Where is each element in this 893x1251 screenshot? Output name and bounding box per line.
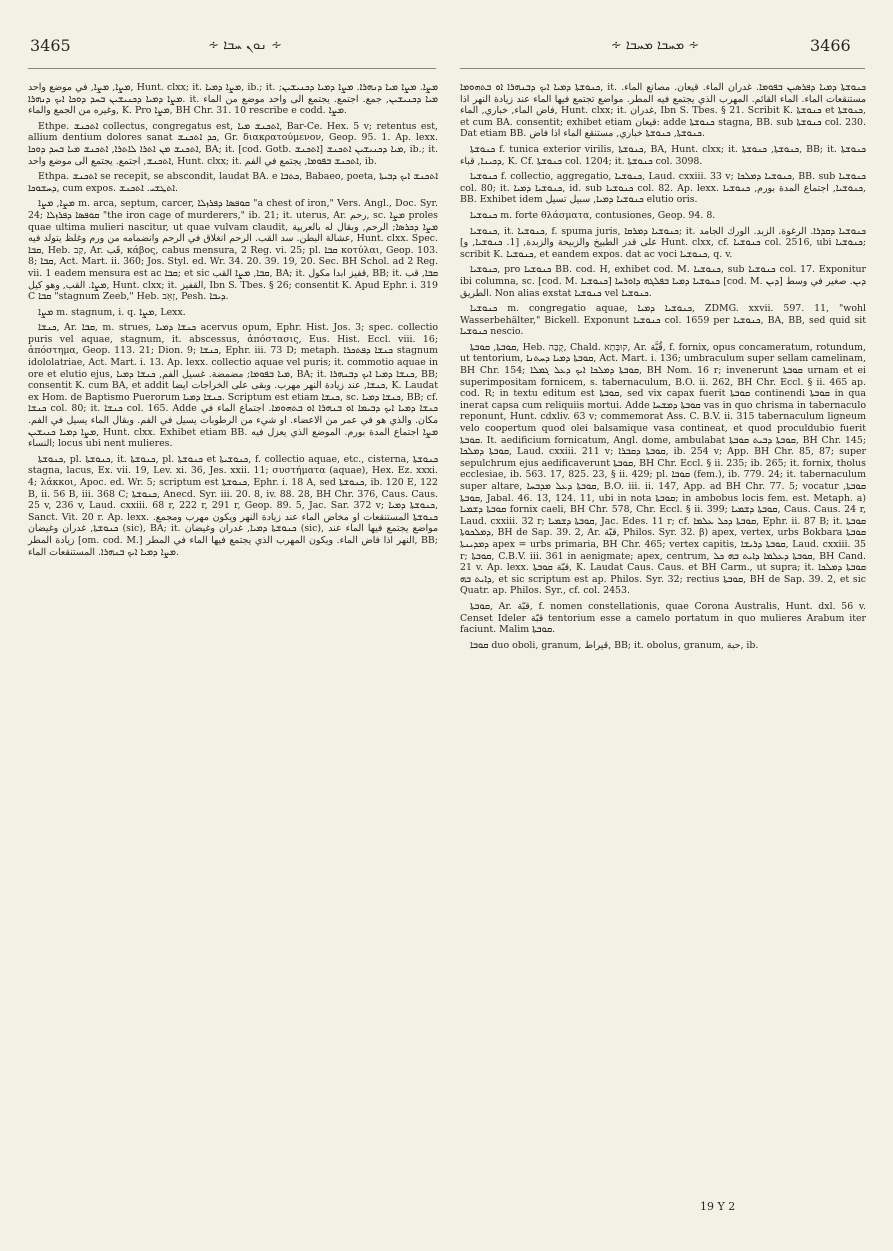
entry-paragraph: ܩܘܒܐ duo oboli, granum, قيراط, BB; it. obolus, granum, حبة, ib. — [470, 639, 759, 651]
entry-paragraph: ܟܢܘܫܝܐ f. collectio, aggregatio, ܟܢܘܫܝܐ, Laud. cxxiii. 33 v; ܟܢܘܫܝܐ ܕܡܠܟܐ, BB. sub ܟܢܘܫܝܐ col. 80; it. ܟܢܘܫܝܐ ܕܡܝܐ, id. sub ܟܢܘܫܝܐ col. 82. Ap. lexx. ܟܢܘܫܝܐ, اجتماع المدة بورم, ܟܢܘܫܝܐ, BB. Exhibet idem ܟܢܘܫܝܐ ܕܡܝܐ, سبيل تسيل elutio oris. — [460, 171, 867, 206]
entry-paragraph: ܟܢܘܫܝܐ m. congregatio aquae, ܟܢܘܫܝܐ ܕܡܝܐ, ZDMG. xxvii. 597. 11, "wohl Wasserbehälter," Bickell. Exponunt ܟܢܘܫܝܐ col. 1659 per ܟܢܘܫܝܐ, BA, BB, sed quid sit ܟܢܘܫܝܐ nescio. — [460, 303, 867, 338]
entry-paragraph: ܡܨܐ, ܡܨܐ, في موضع واحد, Hunt. clxx; it. ܡܨܐ ܕܡܝܐ, ib.; it. ܡܨܐ. ܡܨܐ ܡܝܐ ܕܢܗܪܐ. ܡܨܐ ܕܡܝܐ ܕܟܢܝܫܝܢ; ܡܨܐ ܕܡܝܐ ܕܟܢܝܫܝܢ ܒܚܕ ܕܘܟܐ ܐܝܟ ܕܢܗܪܐ. it. ܡܝܐ ܕܟܢܝܫܝܢ, جمع. اجتمع. يجتمع الى واحد موضع من الماء وغيره من الجمع والماء, K. Pro ܡܨܐ, BH Chr. 31. 10 rescribe e codd. ܡܨܐ. — [28, 82, 438, 117]
entry-paragraph: ܟܢܘܫܝܐ, it. ܟܢܘܫܝܐ, f. spuma juris, ܟܢܘܫܝܐ ܕܡܪܩܐ; it. ܟܢܘܫܝܐ ܕܩܕܪܐ. الرغوة. الزبد. الورك الجامد على قدر الطبيخ والزبيحة والزبدة, [1. ܟܢܘܫܝܐ, و] Hunt. clxx, cf. ܟܢܘܫܝܐ col. 2516, ubi ܟܢܘܫܝܐ; scribit K. ܟܢܘܫܝܐ, et eandem expos. dat ac voci ܟܢܘܫܝܐ, q. v. — [460, 225, 867, 260]
right-running-title: ∻ ܡܚܒܐ ܡܚܒܐ ∻ — [610, 38, 700, 53]
entry-paragraph: Ethpa. ܐܬܟܢܫ se recepit, se abscondit, laudat BA. e ܟܬܒܐ, Babaeo, poeta, ܐܬܟܢܫ ܐܝܟ ܕܒܝܬܐ ܕܚܫܘܟܐ, cum expos. ܐܬܛܫܝ. ܐܬܟܢܫ. — [28, 171, 439, 194]
entry-paragraph: ܟܢܘܫܬܐ ܕܡܝܐ ܐܝܟ ܕܒܢܗܪܐ ܐܘ ܒܬܗܘܡܐ, it. ܟܢܘܫܬܐ ܕܡܝܐ ܕܦܪܣܝܢ ܒܦܘܡܐ. غدران الماء. قيعان. مصانع الماء. مستنقعات الماء. الماء القائم. المهرب الذي يجتمع فيه المطر. مواضع تجتمع فيها الماء عند زيادة النهر اذا فاض الماء, خباري, الماء, Hunt. clxx; it. غدران, Ibn S. Tbes. § 21. Scribit K. ܟܢܘܫܬܐ et ܟܢܘܫܬܐ, et cum BA. consentit; exhibet etiam قيعان: adde ܟܢܘܫܬܐ stagna, BB. sub ܟܢܘܫܬܐ col. 230. Dat etiam BB. ܟܢܘܫܬܐ, ܟܢܘܫܬܐ خباري, مستنقع الماء اذا فاض. — [460, 82, 866, 140]
left-header-rule — [28, 68, 436, 69]
entry-paragraph: ܩܘܒܬܐ, Ar. قبّة, f. nomen constellationis, quae Corona Australis, Hunt. dxl. 56 v. Censet Ideler قبّة tentorium esse a camelo portatum in quo mulieres Arabum iter faciunt. Malim ܩܘܒܬܐ. — [460, 600, 866, 636]
right-page-number: 3466 — [810, 36, 851, 55]
entry-paragraph: Ethpe. ܐܬܟܢܫ collectus, congregatus est, ܐܬܟܢܫ ܡܝܐ, Bar-Ce. Hex. 5 v; retentus est, allium dentium dolores sanat ܟܕ ܐܬܟܢܫ, Gr. διακρατούμενον, Geop. 95. 1. Ap. lexx. ܐܬܟܢܫ ܡܢ ܐܬܪܐ ܠܐܬܪܐ, ܐܬܟܢܫ ܡܝܐ ܒܚܕ ܕܘܟܐ, BA; it. [cod. Gotb. ܐܬܟܢܫ] ܡܝܐ ܕܟܢܝܫܝܢ ܐܬܟܢܫ, ib.; it. ܐܬܟܢܫ, اجتمع. يجتمع الى موضع واحد, Hunt. clxx; it. ܐܬܟܢܫ ܒܦܘܡܐ, يجتمع في الفم, ib. — [28, 120, 438, 167]
entry-paragraph: ܟܢܘܫܝܐ m. forte θλάσματα, contusiones, Geop. 94. 8. — [470, 209, 716, 221]
entry-paragraph: ܩܘܒܬܐ, ܩܘܒܬܐ, Heb. קֻבָּה, Chald. קוּבְּתָא, Ar. قُبَّة, f. fornix, opus concameratum, rotundum, ut tentorium, ܩܘܒܬܐ ܕܡܝܐ ܕܚܬܢܐ, Act. Mart. i. 136; umbraculum super sellam camelinam, BH Chr. 154; ܩܘܒܬܐ ܕܡܠܟܐ ܐܝܟ ܕܥܠ ܓܡܠܐ, BH Nom. 16 r; invenerunt ܩܘܒܬܐ urnam et ei superimpositam fornicem, s. tabernaculum, B.O. ii. 262, BH Chr. Eccl. § ii. 465 ap. cod. R; in textu editum est ܩܘܒܬܐ, sed vix capax fuerit ܩܘܒܬܐ continendi ܩܘܒܬܐ in qua inerat capsa cum reliquiis mortui. Adde ܩܘܒܬܐ ܕܡܫܚܐ vas in quo chrisma in tabernaculo reponunt, Hunt. cdxliv. 63 v; commemorat Ass. C. B.V. ii. 315 tabernaculum ligneum velo coopertum quod olei balsamique vasa contineat, et quod proculdubio fuerit ܩܘܒܬܐ. It. aedificium fornicatum, Angl. dome, ambulabat ܩܘܒܬܐ ܕܒܝܬ ܩܘܒܬܐ, BH Chr. 145; ܩܘܒܬܐ ܕܡܠܟܐ, Laud. cxxiii. 211 v; ܩܘܒܬܐ ܕܩܒܪܐ, ib. 254 v; App. BH Chr. 85, 87; super sepulchrum ejus aedificaverunt ܩܘܒܬܐ, BH Chr. Eccl. § ii. 235; ib. 265; it. fornix, tholus ecclesiae, ib. 563. 17, 825. 23, § ii. 429; pl. ܩܘܒܐ (fem.), ib. 779. 24; it. tabernaculum super altare, ܩܘܒܬܐ ܕܥܠ ܡܕܒܚܐ, B.O. iii. ii. 147, App. ad BH Chr. 77. 5; vocatur ܩܘܒܬܐ, ܩܘܒܬܐ, Jabal. 46. 13, 124. 11, ubi in nota ܩܘܒܬܐ; in ambobus locis fem. est. Metaph. a) ܩܘܒܬܐ ܕܫܡܝܐ fornix caeli, BH Chr. 578, Chr. Eccl. § ii. 399; ܩܘܒܬܐ ܕܫܡܝܐ, Caus. Caus. 24 r, Laud. cxxiii. 32 r; ܩܘܒܬܐ ܕܫܡܝܐ, Jac. Edes. 11 r; cf. ܩܘܒܬܐ ܕܟܠ ܥܠܡܐ, Ephr. ii. 87 B; it. ܩܘܒܬܐ ܕܡܠܟܘܬܐ, BH de Sap. 39. 2, Ar. قبّة, Philos. Syr. 32. β) apex, vertex, urbs Bokbara ܩܘܒܬܐ ܕܡܕܝܢܬܐ apex = urbs primaria, BH Chr. 465; vertex capitis, ܩܘܒܬܐ ܕܪܝܫܐ, Laud. cxxiii. 35 r; ܩܘܒܬܐ, C.B.V. iii. 361 in aenigmate; apex, centrum, ܩܘܒܬܐ ܕܥܠܡܐ ܕܐܝܬ ܒܗ ܟܠ, BH Cand. 21 v. Ap. lexx. قبّة ܩܘܒܬܐ, K. Laudat Caus. Caus. et BH Carm., ut supra; it. ܩܘܒܬܐ ܕܡܠܟܐ ܕܐܝܬ ܒܗ, et sic scriptum est ap. Philos. Syr. 32; rectius ܩܘܒܬܐ, BH de Sap. 39. 2, et sic Quatr. ap. Philos. Syr., cf. col. 2453. — [460, 341, 867, 597]
entry-paragraph: ܟܢܘܫܬܐ f. tunica exterior virilis, ܟܢܘܫܬܐ, BA, Hunt. clxx; it. ܟܢܘܫܬܐ, ܟܢܘܫܬܐ, BB; it. ܟܢܘܫܬܐ ܕܟܝܢܐ, قباء, K. Cf. ܟܢܘܫܬܐ col. 1204; it. ܟܢܘܫܬܐ col. 3098. — [460, 143, 866, 167]
signature-mark: 19 Y 2 — [700, 1200, 736, 1213]
entry-paragraph: ܟܢܘܫܝܐ, pro ܟܢܘܫܝܐ BB. cod. H, exhibet cod. M. ܟܢܘܫܝܐ, sub ܟܢܘܫܝܐ col. 17. Exponitur ibi columna, sc. [cod. M. ܟܢܘܫܝܐ] ܟܢܘܫܝܐ ܕܡܝܐ ܒܦܠܓܗ ܕܐܘܪܚܐ [cod. M. ܕܝܢ] ܕܝܢ. صغير في وسط الطريق. Non alias exstat ܟܢܘܫܝܐ vel ܟܢܘܫܝܐ. — [460, 264, 866, 299]
right-header-rule — [460, 68, 865, 69]
left-running-title: ∻ ܢܘܢ ܚܒܐ ∻ — [208, 38, 282, 53]
entry-paragraph: ܟܢܘܫܬܐ, pl. ܟܢܘܫܬܐ, it. ܟܢܘܫܬܐ, pl. ܟܢܘܫܬܐ et ܟܢܘܫܝܬܐ, f. collectio aquae, etc., cisterna, ܟܢܘܫܬܐ stagna, lacus, Ex. vii. 19, Lev. xi. 36, Jes. xxii. 11; συστήματα (aquae), Hex. Ez. xxxi. 4; λάκκοι, Apoc. ed. Wr. 5; scriptum est ܟܢܘܫܬܐ, Ephr. i. 18 A, sed ܟܢܘܫܬܐ, ib. 120 E, 122 B, ii. 56 B, iii. 368 C; ܟܢܘܫܬܐ, Anecd. Syr. iii. 20. 8, iv. 88. 28, BH Chr. 376, Caus. Caus. 25 v, 236 v, Laud. cxxiii. 68 r, 222 r, 291 r, Geop. 89. 5, Jac. Sar. 372 v; ܟܢܘܫܬܐ ܕܡܝܐ, Sanct. Vit. 20 r. Ap. lexx. ܟܢܘܫܬܐ المستنقعات او مخاض الماء عند زيادة النهر ويكون مهرب ومجمع. ܟܢܘܫܬܐ, غدران وغيضان (sic), BA; it. ܟܢܘܫܬܐ ܕܡܝܐ, غدران وغيضان (sic), مواضع يجتمع فيها الماء عند زيادة المطر [om. cod. M.] النهر اذا فاض الماء. ويكون المهرب الذي يجتمع فيها الماء في المطر, BB; ܡܨܐ ܕܡܝܐ ܐܝܟ ܒܢܗܪܐ. المستنقعات الماء. — [28, 453, 439, 558]
entry-paragraph: ܡܨܐ, ܡܨܐ m. arca, septum, carcer, ܩܘܦܣܐ ܕܦܪܙܠܐ "a chest of iron," Vers. Angl., Doc. Syr. 24; ܩܘܦܣܐ ܕܦܪܙܠܐ "the iron cage of murderers," ib. 21; it. uterus, Ar. رحم, sc. ܡܨܐ proles quae ultima mulieri nascitur, ut quae vulvam claudit, ܡܨܐ ܕܟܪܣܐ; الرحم, وبقال له بالعربية عشالة البطن. سد القب. الرحم انغلاق في الرحم وانضمامه من ورم وغلظ يتولد فيه, Hunt. clxx. Spec. ܩܒܐ, Heb. קַב, Ar. قَب, κάβος, cabus mensura, 2 Reg. vi. 25; pl. ܩܒܐ κοτύλαι, Geop. 103. 8; ܩܒܐ, Act. Mart. ii. 360; Jos. Styl. ed. Wr. 34. 20. 39. 19, 20. Sec. BH Schol. ad 2 Reg. vii. 1 eadem mensura est ac ܩܒܐ; et sic ܩܒܐ, ܡܨܐ القب, BA; it. قفيز ابدا مكول, BB; it. ܩܒܐ, قب ܡܨܐ. القب, وهو كيل, Hunt. clxx; it. القفيز, Ibn S. Tbes. § 26; consentit K. Apud Ephr. i. 319 C ܩܒܐ "stagnum Zeeb," Heb. זְאֵב, Pesh. ܕܝܒܐ. — [28, 198, 439, 303]
right-column — [460, 82, 866, 655]
left-page-number: 3465 — [30, 36, 71, 55]
entry-paragraph: ܟܢܫܐ, Ar. ܩܒܐ, m. strues, ܟܢܫܐ ܕܡܝܐ acervus opum, Ephr. Hist. Jos. 3; spec. collectio puris vel aquae, stagnum, it. abscessus, ἀπόστασις, Eus. Hist. Eccl. viii. 16; ἀπόστημα, Geop. 113. 21; Dion. 9; ܟܢܫܐ, Ephr. iii. 73 D; metaph. ܟܢܫܐ ܕܦܬܟܪܐ stagnum idololatriae, Act. Mart. i. 13. Ap. lexx. collectio aquae vel puris; it. commotio aquae in ore et elutio ejus, ܡܝܐ ܒܦܘܡܐ; مضمضة. غسيل الفم, ܟܢܫܐ ܕܡܝܐ, BA; it. ܟܢܫܐ ܕܡܝܐ ܐܝܟ ܕܒܢܗܪܐ, BB; consentit K. cum BA, et addit ܟܢܫܐ, عند زيادة النهر مهرب. وبقى على الخراجات ايضا, K. Laudat ex Hom. de Baptismo Puerorum ܟܢܫܐ ܕܡܝܐ. Scriptum est etiam ܟܢܫܐ, sc. ܟܢܫܐ ܕܡܝܐ, BB; cf. ܟܢܫܐ col. 80; it. ܟܢܫܐ col. 165. Adde ܟܢܫܐ ܕܡܝܐ ܐܝܟ ܕܒܝܡܐ ܐܘ ܒܢܗܪܐ ܐܘ ܒܬܗܘܡܐ. اجتماع الماء في مكان. والذي هو في عمر من الاعضاء. او شيء من الرطوبات يسيل في الفم. وبقال الماء يسيل في الفم. ܡܨܐ ܕܡܝܐ ܟܢܝܫܝܢ, Hunt. clxx. Exhibet etiam BB. ܡܨܐ اجتماع المدة بورم. الموضع الذي يعزل فيه النساء; locus ubi nent mulieres. — [28, 322, 439, 450]
left-column — [28, 82, 438, 562]
entry-paragraph: ܡܨܐ m. stagnum, i. q. ܡܨܐ, Lexx. — [38, 306, 186, 318]
